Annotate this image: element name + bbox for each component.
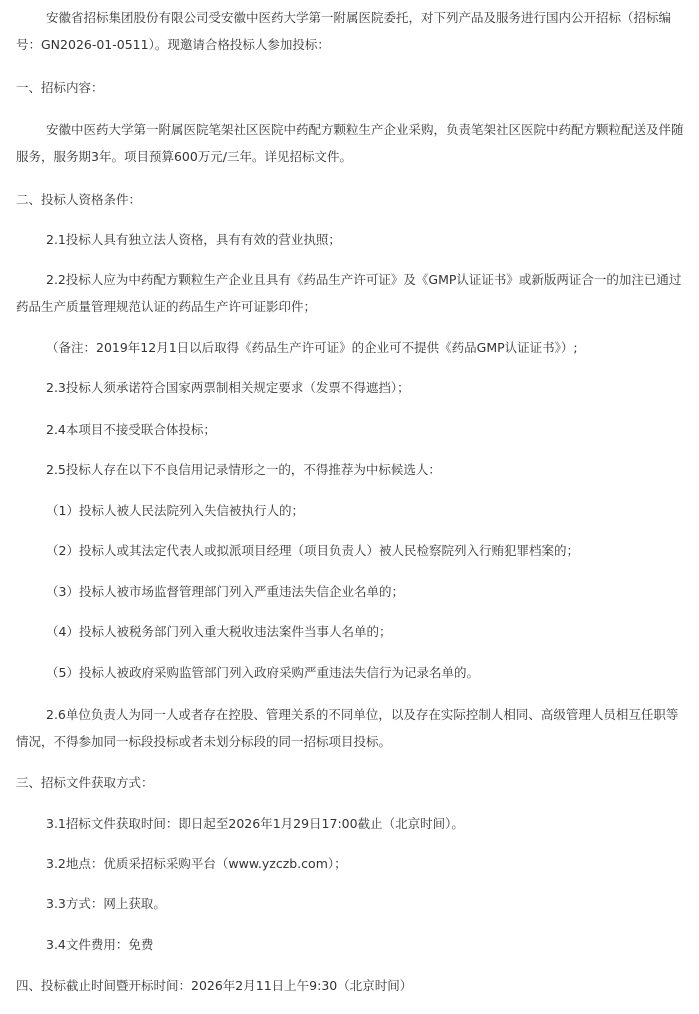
qualification-2-3: 2.3投标人须承诺符合国家两票制相关规定要求（发票不得遮挡）； [46,380,410,395]
section-title-tender-content: 一、招标内容： [16,80,104,95]
credit-item-4: （4）投标人被税务部门列入重大税收违法案件当事人名单的； [46,624,392,639]
qualification-2-6: 2.6单位负责人为同一人或者存在控股、管理关系的不同单位，以及存在实际控制人相同、高级管理人员相互任职等情况，不得参加同一标段投标或者未划分标段的同一招标项目投标。 [16,707,679,749]
intro-paragraph: 安徽省招标集团股份有限公司受安徽中医药大学第一附属医院委托，对下列产品及服务进行国内公开招标（招标编号：GN2026-01-0511）。现邀请合格投标人参加投标： [16,10,672,52]
acquisition-method: 3.3方式：网上获取。 [46,896,166,911]
credit-item-2: （2）投标人或其法定代表人或拟派项目经理（项目负责人）被人民检察院列入行贿犯罪档案的； [46,543,579,558]
section-title-document-acquisition: 三、招标文件获取方式： [16,775,154,790]
tender-content-paragraph: 安徽中医药大学第一附属医院笔架社区医院中药配方颗粒生产企业采购，负责笔架社区医院中药配方颗粒配送及伴随服务，服务期3年。项目预算600万元/三年。详见招标文件。 [16,122,684,164]
qualification-2-4: 2.4本项目不接受联合体投标； [46,422,216,437]
acquisition-time: 3.1招标文件获取时间：即日起至2026年1月29日17:00截止（北京时间）。 [46,816,464,831]
qualification-2-2-note: （备注：2019年12月1日以后取得《药品生产许可证》的企业可不提供《药品GMP认证证书》）; [46,340,578,355]
qualification-2-1: 2.1投标人具有独立法人资格，具有有效的营业执照； [46,232,341,247]
qualification-2-2: 2.2投标人应为中药配方颗粒生产企业且具有《药品生产许可证》及《GMP认证证书》或新版两证合一的加注已通过药品生产质量管理规范认证的药品生产许可证影印件； [16,272,682,314]
section-title-qualifications: 二、投标人资格条件： [16,192,142,207]
credit-item-1: （1）投标人被人民法院列入失信被执行人的； [46,503,304,518]
qualification-2-5: 2.5投标人存在以下不良信用记录情形之一的，不得推荐为中标候选人： [46,462,441,477]
section-title-deadline: 四、投标截止时间暨开标时间：2026年2月11日上午9:30（北京时间） [16,978,413,993]
credit-item-3: （3）投标人被市场监督管理部门列入严重违法失信企业名单的； [46,584,404,599]
acquisition-location: 3.2地点：优质采招标采购平台（www.yzczb.com）； [46,856,347,871]
acquisition-fee: 3.4文件费用：免费 [46,937,154,952]
credit-item-5: （5）投标人被政府采购监管部门列入政府采购严重违法失信行为记录名单的。 [46,665,479,680]
